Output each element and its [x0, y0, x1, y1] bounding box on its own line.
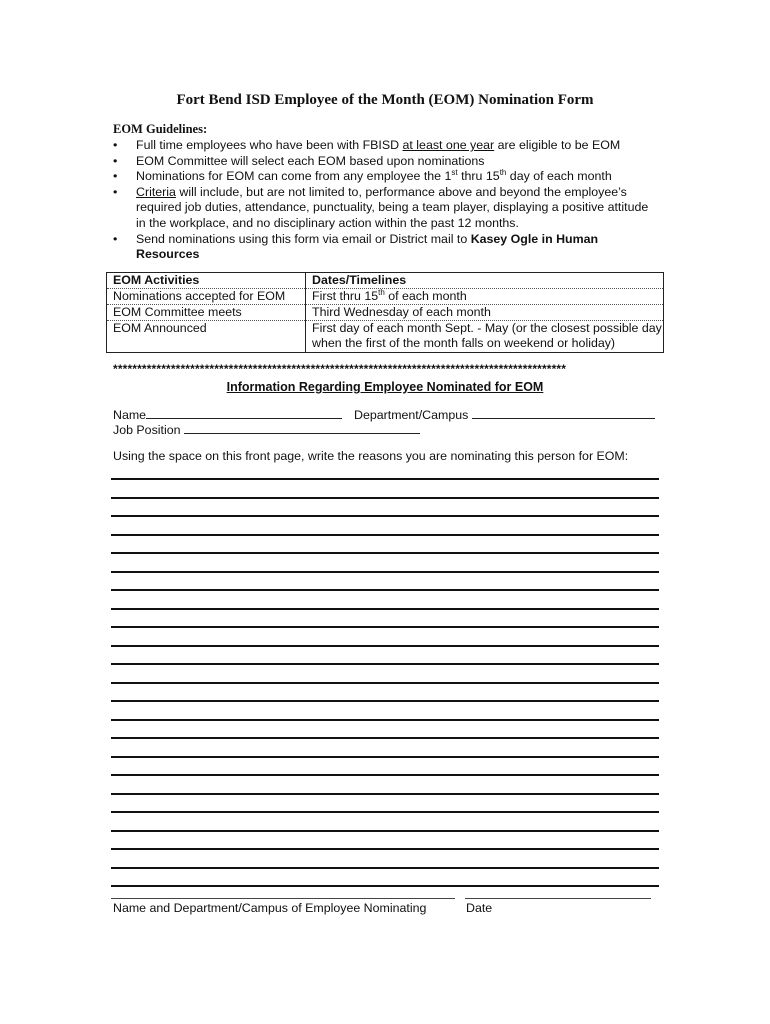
department-field[interactable] — [354, 406, 655, 422]
writing-line — [111, 867, 659, 869]
writing-line — [111, 719, 659, 721]
bullet-icon: • — [113, 184, 118, 199]
bullet-icon: • — [113, 169, 118, 184]
nominee-section-heading: Information Regarding Employee Nominated for EOM — [226, 380, 544, 394]
name-blank[interactable] — [146, 406, 342, 419]
form-title: Fort Bend ISD Employee of the Month (EOM) Nomination Form — [176, 92, 594, 108]
table-row: EOM Committee meets Third Wednesday of each month — [107, 305, 664, 321]
writing-line — [111, 608, 659, 610]
writing-line — [111, 885, 659, 887]
eom-schedule-table — [106, 272, 664, 353]
department-blank[interactable] — [472, 406, 655, 419]
table-row: Nominations accepted for EOM First thru 15th of each month — [107, 289, 664, 305]
guideline-criteria: • Criteria will include, but are not limited to, performance above and beyond the employee’s required job duties, attendance, punctuality, being a team player, displaying a positive attitude in the workplace, and no disciplinary action within the past 12 months. — [113, 184, 649, 230]
writing-line — [111, 663, 659, 665]
writing-line — [111, 830, 659, 832]
writing-line — [111, 589, 659, 591]
writing-line — [111, 534, 659, 536]
bullet-icon: • — [113, 138, 118, 152]
writing-line — [111, 552, 659, 554]
job-position-label: Job Position — [113, 423, 181, 437]
bullet-icon: • — [113, 153, 118, 168]
nominator-signature-line[interactable] — [111, 898, 455, 899]
guideline-eligibility: • Full time employees who have been with FBISD at least one year are eligible to be EOM — [113, 138, 621, 152]
writing-line — [111, 478, 659, 480]
department-label: Department/Campus — [354, 408, 469, 422]
name-field[interactable] — [113, 406, 342, 422]
table-header-row — [107, 273, 664, 289]
writing-line — [111, 682, 659, 684]
column-header-activities: EOM Activities — [107, 273, 306, 289]
writing-line — [111, 645, 659, 647]
separator-line: ********************************************************************************************** — [113, 362, 567, 376]
table-row: EOM Announced First day of each month Sept. - May (or the closest possible day when the first of the month falls on weekend or holiday) — [107, 321, 664, 353]
job-position-blank[interactable] — [184, 421, 420, 434]
writing-line — [111, 515, 659, 517]
name-label: Name — [113, 408, 147, 422]
guideline-submission: • Send nominations using this form via email or District mail to Kasey Ogle in Human Resources — [113, 231, 599, 262]
writing-line — [111, 497, 659, 499]
date-signature-line[interactable] — [465, 898, 651, 899]
reasons-prompt: Using the space on this front page, write the reasons you are nominating this person for EOM: — [113, 449, 629, 463]
writing-line — [111, 848, 659, 850]
writing-line — [111, 756, 659, 758]
writing-line — [111, 737, 659, 739]
guidelines-list — [113, 138, 658, 263]
writing-line — [111, 811, 659, 813]
guidelines-heading: EOM Guidelines: — [113, 122, 208, 136]
bullet-icon: • — [113, 231, 118, 246]
writing-line — [111, 571, 659, 573]
guideline-committee: • EOM Committee will select each EOM based upon nominations — [113, 153, 485, 168]
nominator-label: Name and Department/Campus of Employee Nominating — [113, 901, 427, 915]
writing-line — [111, 700, 659, 702]
writing-line — [111, 793, 659, 795]
date-label: Date — [466, 901, 493, 915]
writing-line — [111, 774, 659, 776]
writing-line — [111, 626, 659, 628]
job-position-field[interactable] — [113, 421, 420, 437]
column-header-dates: Dates/Timelines — [306, 273, 664, 289]
guideline-nomination-window: • Nominations for EOM can come from any employee the 1st thru 15th day of each month — [113, 168, 612, 184]
